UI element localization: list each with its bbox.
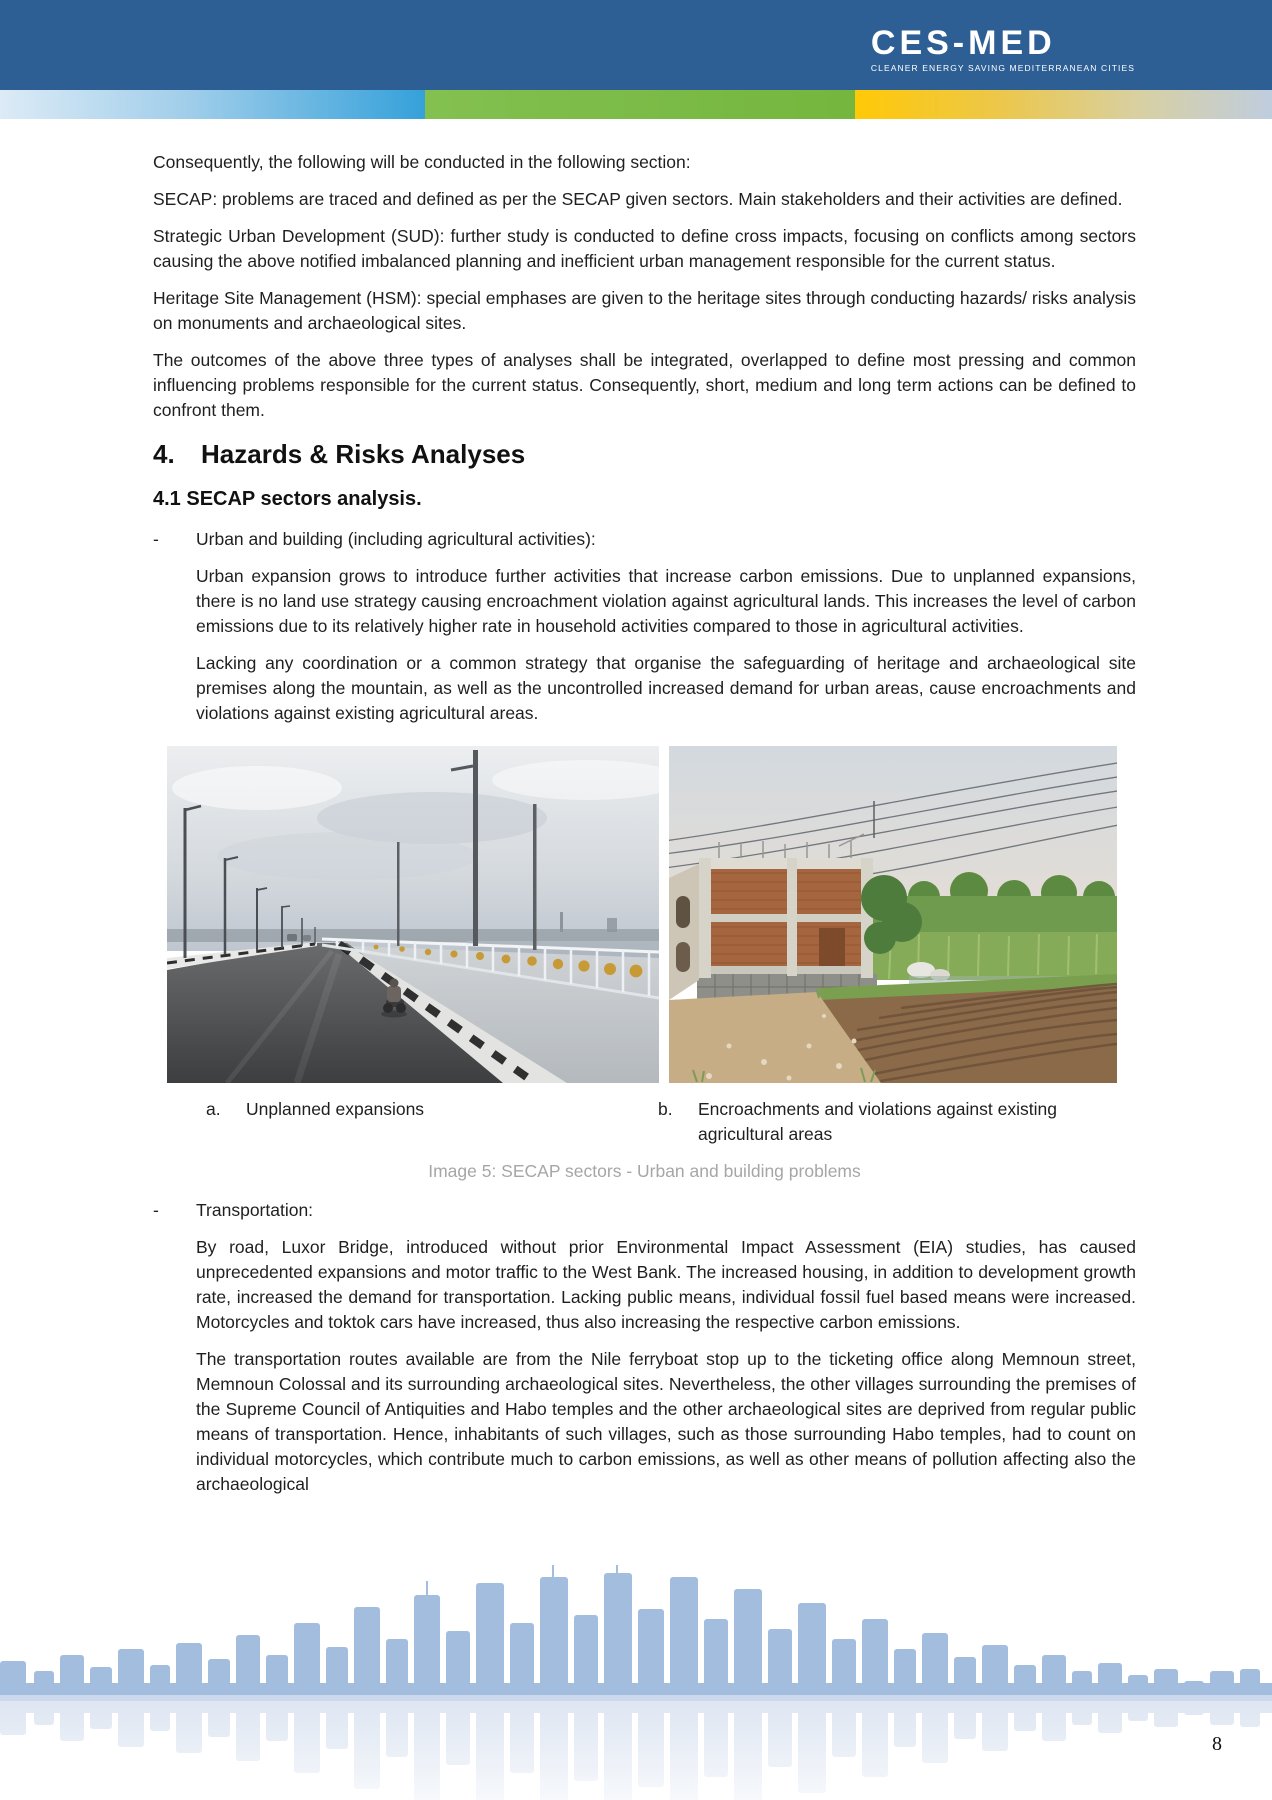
figure-photos bbox=[167, 746, 1136, 1083]
paragraph-intro-2: SECAP: problems are traced and defined as per the SECAP given sectors. Main stakeholders and their activities are defined. bbox=[153, 189, 1123, 209]
section-title: Hazards & Risks Analyses bbox=[201, 439, 526, 469]
city-skyline-graphic bbox=[0, 1565, 1272, 1800]
bullet-dash: - bbox=[153, 529, 159, 549]
figure-caption: Image 5: SECAP sectors - Urban and building problems bbox=[428, 1161, 861, 1181]
paragraph-intro-4: Heritage Site Management (HSM): special emphases are given to the heritage sites through conducting hazards/ risks analysis on monuments and archaeological sites. bbox=[153, 288, 1136, 333]
ces-med-logo bbox=[871, 26, 1135, 73]
transportation-paragraphs bbox=[196, 1235, 1136, 1497]
caption-a-text: Unplanned expansions bbox=[246, 1099, 425, 1119]
stripe-blue-segment bbox=[0, 90, 425, 119]
caption-b bbox=[658, 1097, 1093, 1147]
subsection-heading: 4.1 SECAP sectors analysis. bbox=[153, 488, 422, 510]
caption-b-text: Encroachments and violations against existing agricultural areas bbox=[698, 1099, 1057, 1144]
header-band bbox=[0, 0, 1272, 90]
bullet-label: Transportation: bbox=[196, 1200, 314, 1220]
paragraph-intro-3: Strategic Urban Development (SUD): further study is conducted to define cross impacts, focusing on conflicts among sectors causing the above notified imbalanced planning and inefficient urban management responsible for the current status. bbox=[153, 226, 1136, 271]
section-number: 4. bbox=[153, 439, 175, 469]
bullet-urban-building bbox=[153, 527, 1136, 552]
caption-b-label: b. bbox=[658, 1099, 673, 1119]
photo-captions bbox=[153, 1097, 1136, 1159]
stripe-green-segment bbox=[425, 90, 855, 119]
paragraph-transport-1: By road, Luxor Bridge, introduced without prior Environmental Impact Assessment (EIA) studies, has caused unprecedented expansions and motor traffic to the West Bank. The increased housing, in addition to development growth rate, increased the demand for transportation. Lacking public means, individual fossil fuel based means were increased. Motorcycles and toktok cars have increased, thus also increasing the respective carbon emissions. bbox=[196, 1237, 1136, 1332]
page-number: 8 bbox=[1212, 1733, 1222, 1755]
logo-title: CES-MED bbox=[870, 24, 1056, 62]
caption-a-label: a. bbox=[206, 1099, 221, 1119]
paragraph-intro-5: The outcomes of the above three types of analyses shall be integrated, overlapped to define most pressing and common influencing problems responsible for the current status. Consequently, short, medium and long term actions can be defined to confront them. bbox=[153, 350, 1136, 420]
page-content bbox=[153, 150, 1136, 1509]
bullet-label: Urban and building (including agricultural activities): bbox=[196, 529, 596, 549]
stripe-gold-segment bbox=[855, 90, 1272, 119]
paragraph-urban-2: Lacking any coordination or a common strategy that organise the safeguarding of heritage and archaeological site premises along the mountain, as well as the uncontrolled increased demand for urban areas, cause encroachments and violations against existing agricultural areas. bbox=[196, 653, 1136, 723]
encroachment-photo bbox=[669, 746, 1117, 1083]
color-stripe bbox=[0, 90, 1272, 119]
paragraph-urban-1: Urban expansion grows to introduce further activities that increase carbon emissions. Due to unplanned expansions, there is no land use strategy causing encroachment violation against agricultural lands. This increases the level of carbon emissions due to its relatively higher rate in household activities compared to those in agricultural activities. bbox=[196, 566, 1136, 636]
bullet-transportation bbox=[153, 1198, 1136, 1223]
bullet-dash: - bbox=[153, 1200, 159, 1220]
section-heading bbox=[153, 439, 1136, 470]
logo-subtitle: CLEANER ENERGY SAVING MEDITERRANEAN CITIES bbox=[870, 63, 1135, 73]
paragraph-intro-1: Consequently, the following will be conducted in the following section: bbox=[153, 152, 691, 172]
caption-a bbox=[206, 1097, 424, 1122]
bridge-photo bbox=[167, 746, 659, 1083]
paragraph-transport-2: The transportation routes available are from the Nile ferryboat stop up to the ticketing office along Memnoun street, Memnoun Colossal and its surrounding archaeological sites. Nevertheless, the other villages surrounding the premises of the Supreme Council of Antiquities and Habo temples and the other archaeological sites are deprived from regular public means of transportation. Hence, inhabitants of such villages, such as those surrounding Habo temples, had to count on individual motorcycles, which contribute much to carbon emissions, as well as other means of pollution affecting also the archaeological bbox=[196, 1349, 1136, 1494]
urban-building-paragraphs bbox=[196, 564, 1136, 726]
